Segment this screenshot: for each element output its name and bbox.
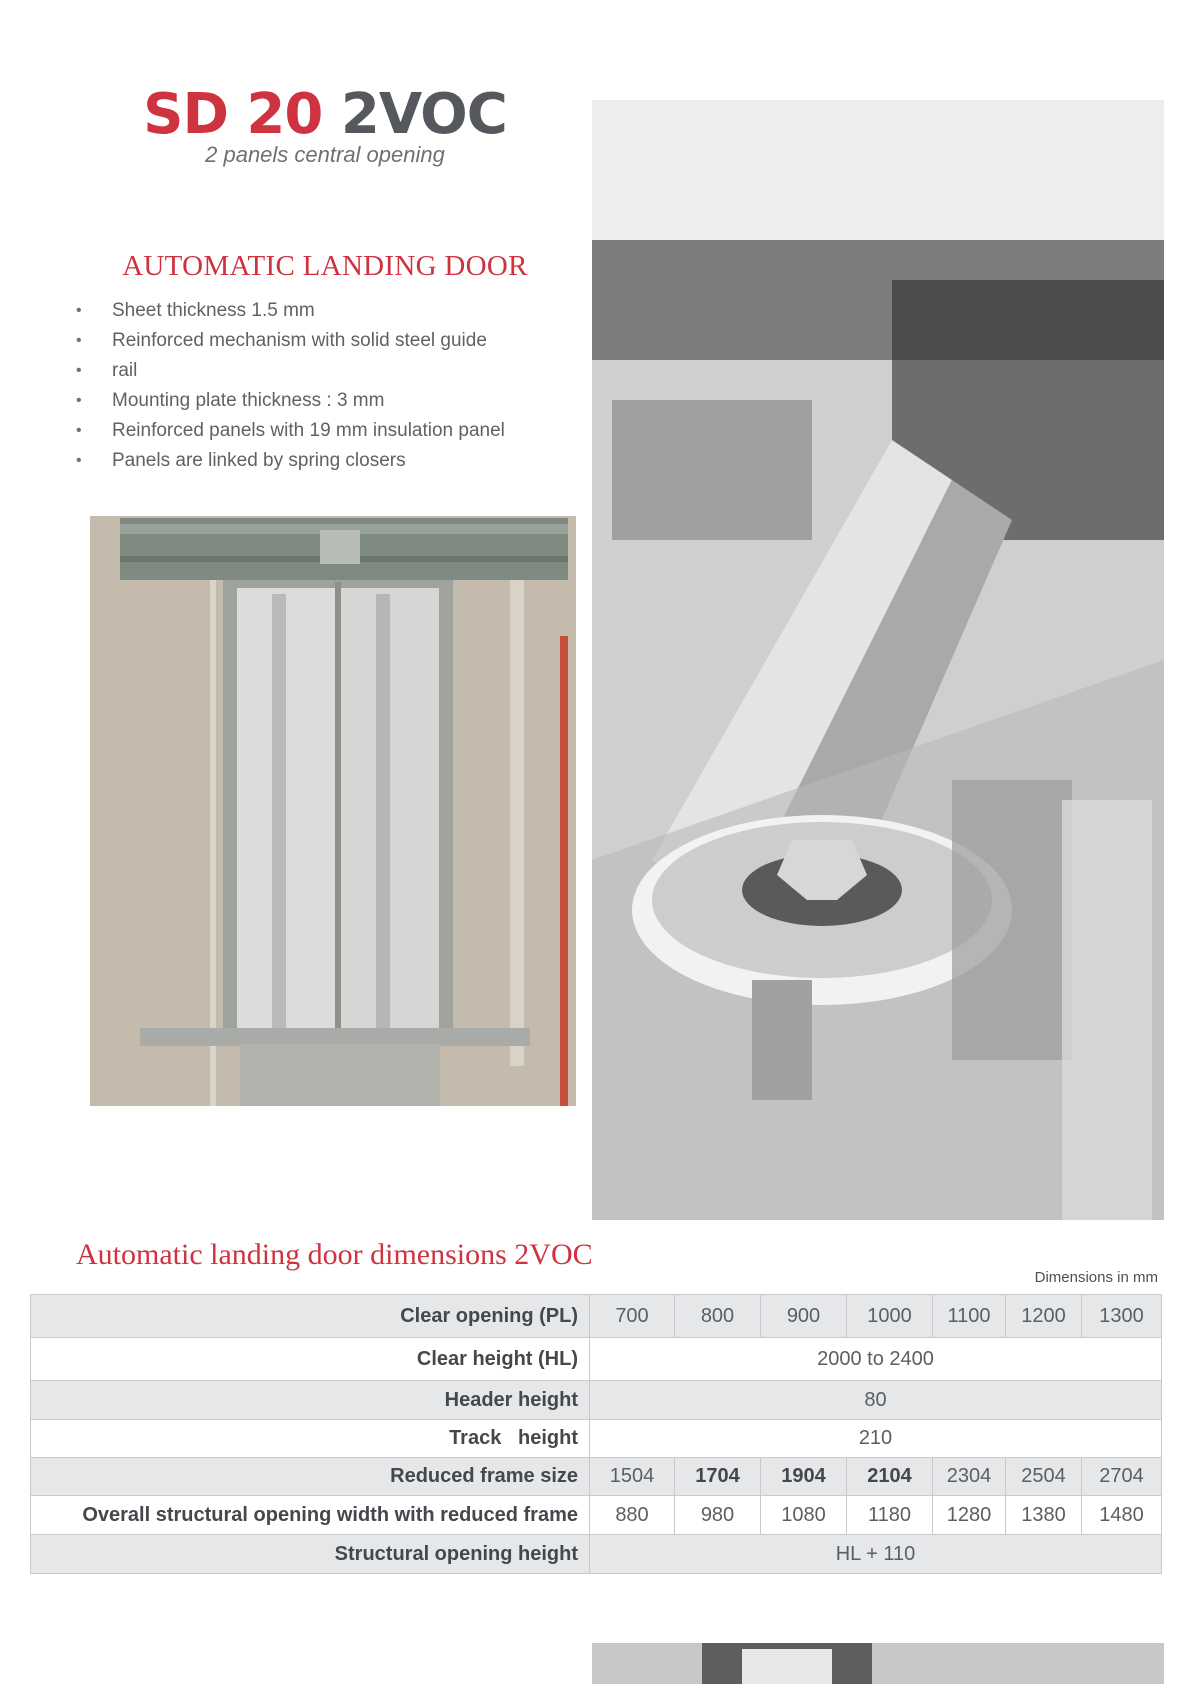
table-cell: 1504 — [590, 1458, 675, 1496]
row-label: Reduced frame size — [31, 1458, 590, 1496]
feature-list — [76, 296, 505, 476]
feature-item: • rail — [76, 356, 505, 386]
table-cell: 2504 — [1006, 1458, 1082, 1496]
door-photo — [90, 516, 576, 1106]
title-block — [70, 82, 580, 168]
table-cell: 800 — [675, 1295, 761, 1338]
table-cell: 1380 — [1006, 1496, 1082, 1535]
row-label: Track height — [31, 1420, 590, 1458]
page-subtitle: 2 panels central opening — [205, 142, 445, 167]
table-cell: 900 — [761, 1295, 847, 1338]
table-cell: 2304 — [933, 1458, 1006, 1496]
dimensions-heading: Automatic landing door dimensions 2VOC — [76, 1238, 593, 1271]
row-label: Header height — [31, 1381, 590, 1420]
mechanism-photo — [592, 100, 1164, 1220]
row-label: Structural opening height — [31, 1535, 590, 1574]
table-cell: 980 — [675, 1496, 761, 1535]
table-cell: 880 — [590, 1496, 675, 1535]
page-title — [70, 82, 580, 148]
table-cell: 210 — [590, 1420, 1162, 1458]
table-cell: 1000 — [847, 1295, 933, 1338]
table-cell: 1100 — [933, 1295, 1006, 1338]
table-cell: 1480 — [1082, 1496, 1162, 1535]
table-cell: 2104 — [847, 1458, 933, 1496]
bottom-illustration — [592, 1643, 1164, 1684]
feature-item: • Sheet thickness 1.5 mm — [76, 296, 505, 326]
feature-item: • Panels are linked by spring closers — [76, 446, 505, 476]
table-row-clear-height — [31, 1338, 1162, 1381]
title-variant: 2VOC — [340, 82, 507, 147]
table-cell: 2000 to 2400 — [590, 1338, 1162, 1381]
table-cell: HL + 110 — [590, 1535, 1162, 1574]
table-cell: 2704 — [1082, 1458, 1162, 1496]
table-cell: 1180 — [847, 1496, 933, 1535]
table-row-structural-height — [31, 1535, 1162, 1574]
table-cell: 1080 — [761, 1496, 847, 1535]
title-model: SD 20 — [143, 82, 323, 147]
section-heading: AUTOMATIC LANDING DOOR — [122, 250, 528, 282]
table-cell: 700 — [590, 1295, 675, 1338]
table-row-reduced-frame — [31, 1458, 1162, 1496]
table-cell: 1904 — [761, 1458, 847, 1496]
table-row-structural-width — [31, 1496, 1162, 1535]
feature-item: • Mounting plate thickness : 3 mm — [76, 386, 505, 416]
feature-item: • Reinforced mechanism with solid steel guide — [76, 326, 505, 356]
row-label: Clear opening (PL) — [31, 1295, 590, 1338]
row-label: Overall structural opening width with reduced frame — [31, 1496, 590, 1535]
table-cell: 1280 — [933, 1496, 1006, 1535]
table-cell: 1704 — [675, 1458, 761, 1496]
door-illustration — [90, 516, 576, 1106]
table-row-clear-opening — [31, 1295, 1162, 1338]
dimensions-unit-note: Dimensions in mm — [1034, 1269, 1158, 1286]
table-row-header-height — [31, 1381, 1162, 1420]
feature-item: • Reinforced panels with 19 mm insulation panel — [76, 416, 505, 446]
dimensions-table — [30, 1294, 1162, 1574]
table-cell: 80 — [590, 1381, 1162, 1420]
table-cell: 1200 — [1006, 1295, 1082, 1338]
table-row-track-height — [31, 1420, 1162, 1458]
table-cell: 1300 — [1082, 1295, 1162, 1338]
row-label: Clear height (HL) — [31, 1338, 590, 1381]
bottom-photo — [592, 1643, 1164, 1684]
mechanism-illustration — [592, 100, 1164, 1220]
